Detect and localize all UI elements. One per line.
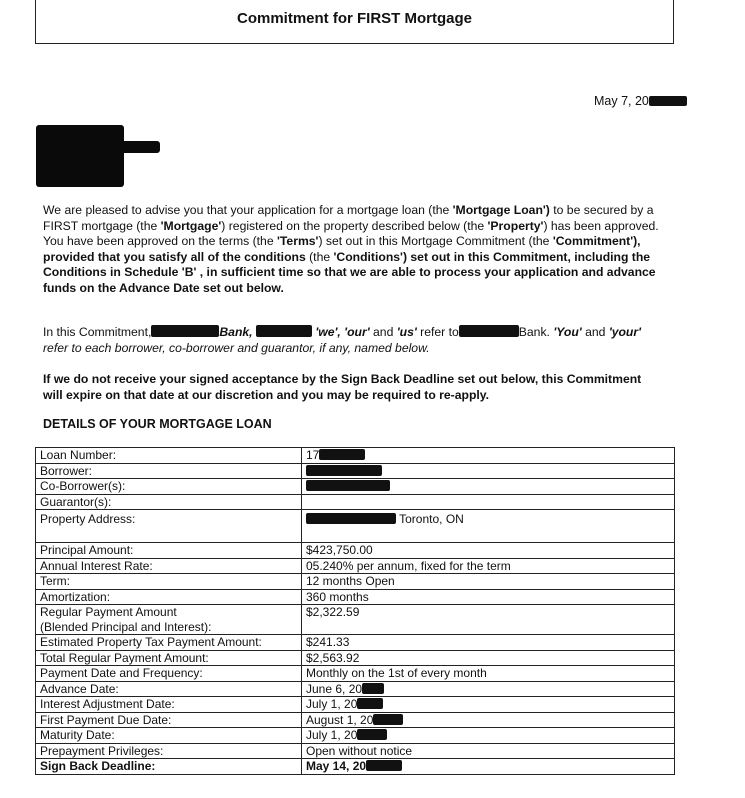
table-row <box>36 543 675 559</box>
maturity-value: July 1, 20 <box>302 728 675 744</box>
maturity-label: Maturity Date: <box>36 728 302 744</box>
table-row <box>36 479 675 495</box>
redaction-mark <box>306 513 396 524</box>
interest-adjustment-label: Interest Adjustment Date: <box>36 697 302 713</box>
loan-number-label: Loan Number: <box>36 448 302 464</box>
redaction-mark <box>306 480 390 491</box>
first-payment-label: First Payment Due Date: <box>36 712 302 728</box>
redaction-mark <box>459 325 519 337</box>
term-value: 12 months Open <box>302 574 675 590</box>
redaction-mark <box>357 729 387 740</box>
table-row <box>36 743 675 759</box>
document-title-box <box>35 0 674 44</box>
table-row <box>36 759 675 775</box>
co-borrower-value <box>302 479 675 495</box>
property-address-value: Toronto, ON <box>302 510 675 543</box>
intro-paragraph: We are pleased to advise you that your application for a mortgage loan (the 'Mortgage Loan') to be secured by a FIRST mortgage (the 'Mortgage') registered on the property described below (the 'Property') has been approved. You have been approved on the terms (the 'Terms') set out in this Mortgage Commitment (the 'Commitment'), provided that you satisfy all of the conditions (the 'Conditions') set out in this Commitment, including the Conditions in Schedule 'B' , in sufficient time so that we are able to process your application and advance funds on the Advance Date set out below. <box>43 203 659 295</box>
redaction-mark <box>319 449 365 460</box>
redaction-mark <box>151 325 219 337</box>
table-row <box>36 728 675 744</box>
redaction-mark <box>357 698 383 709</box>
interest-rate-value: 05.240% per annum, fixed for the term <box>302 558 675 574</box>
table-row <box>36 463 675 479</box>
prepayment-label: Prepayment Privileges: <box>36 743 302 759</box>
guarantor-value <box>302 494 675 510</box>
principal-value: $423,750.00 <box>302 543 675 559</box>
redaction-mark <box>649 96 687 106</box>
amortization-label: Amortization: <box>36 589 302 605</box>
redaction-mark <box>362 683 384 694</box>
term-label: Term: <box>36 574 302 590</box>
table-row <box>36 448 675 464</box>
table-row <box>36 650 675 666</box>
table-row <box>36 635 675 651</box>
frequency-label: Payment Date and Frequency: <box>36 666 302 682</box>
sign-back-deadline-label: Sign Back Deadline: <box>36 759 302 775</box>
property-address-label: Property Address: <box>36 510 302 543</box>
table-row <box>36 589 675 605</box>
redacted-addressee-tail <box>110 141 160 153</box>
letter-date-text: May 7, 20 <box>594 94 649 108</box>
table-row <box>36 510 675 543</box>
details-heading: DETAILS OF YOUR MORTGAGE LOAN <box>43 417 272 431</box>
sign-back-warning: If we do not receive your signed acceptance by the Sign Back Deadline set out below, this Commitment will expire on that date at our discretion and you may be required to re-apply. <box>43 372 642 402</box>
interest-adjustment-value: July 1, 20 <box>302 697 675 713</box>
co-borrower-label: Co-Borrower(s): <box>36 479 302 495</box>
table-row <box>36 697 675 713</box>
table-row <box>36 605 675 635</box>
guarantor-label: Guarantor(s): <box>36 494 302 510</box>
advance-date-value: June 6, 20 <box>302 681 675 697</box>
first-payment-value: August 1, 20 <box>302 712 675 728</box>
definitions-paragraph: In this Commitment, Bank, 'we', 'our' and 'us' refer to Bank. 'You' and 'your' refer to each borrower, co-borrower and guarantor, if any, named below. <box>43 325 642 355</box>
property-tax-label: Estimated Property Tax Payment Amount: <box>36 635 302 651</box>
redaction-mark <box>366 760 402 771</box>
amortization-value: 360 months <box>302 589 675 605</box>
loan-number-value: 17 <box>302 448 675 464</box>
table-row <box>36 712 675 728</box>
table-row <box>36 494 675 510</box>
interest-rate-label: Annual Interest Rate: <box>36 558 302 574</box>
letter-date <box>594 94 687 108</box>
table-row <box>36 681 675 697</box>
redaction-mark <box>373 714 403 725</box>
sign-back-deadline-value: May 14, 20 <box>302 759 675 775</box>
redaction-mark <box>256 325 312 337</box>
total-payment-value: $2,563.92 <box>302 650 675 666</box>
advance-date-label: Advance Date: <box>36 681 302 697</box>
regular-payment-value: $2,322.59 <box>302 605 675 635</box>
frequency-value: Monthly on the 1st of every month <box>302 666 675 682</box>
property-tax-value: $241.33 <box>302 635 675 651</box>
regular-payment-label: Regular Payment Amount (Blended Principal and Interest): <box>36 605 302 635</box>
redacted-addressee <box>36 125 124 187</box>
redaction-mark <box>306 465 382 476</box>
table-row <box>36 574 675 590</box>
table-row <box>36 666 675 682</box>
total-payment-label: Total Regular Payment Amount: <box>36 650 302 666</box>
document-title: Commitment for FIRST Mortgage <box>237 10 472 27</box>
table-row <box>36 558 675 574</box>
borrower-label: Borrower: <box>36 463 302 479</box>
borrower-value <box>302 463 675 479</box>
principal-label: Principal Amount: <box>36 543 302 559</box>
loan-details-table <box>35 447 675 775</box>
prepayment-value: Open without notice <box>302 743 675 759</box>
